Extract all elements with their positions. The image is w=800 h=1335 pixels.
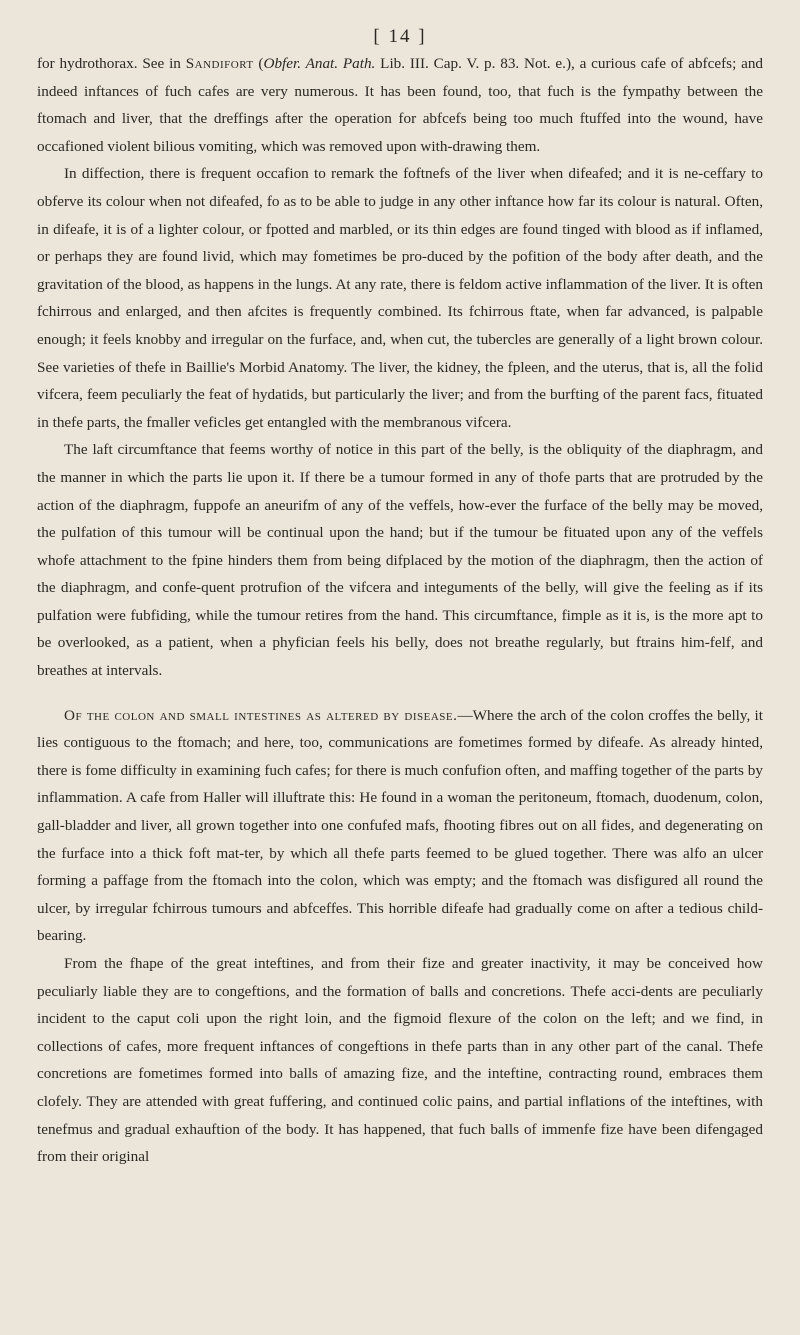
body-text [37, 50, 763, 1171]
paragraph-hydrothorax: for hydrothorax. See in Sandifort (Obfer. Anat. Path. Lib. III. Cap. V. p. 83. Not. e.), a curious cafe of abfcefs; and indeed inftances of fuch cafes are very numerous. It has been found, too, that fuch is the fympathy between the ftomach and liver, that the dreffings after the operation for abfcefs being too much ftuffed into the wound, have occafioned violent bilious vomiting, which was removed upon with-drawing them. [37, 55, 764, 155]
paragraph-colon: Of the colon and small intestines as altered by disease.—Where the arch of the colon croffes the belly, it lies contiguous to the ftomach; and here, too, communications are fometimes formed by difeafe. As already hinted, there is fome difficulty in examining fuch cafes; for there is much confufion often, and maffing together of the parts by inflammation. A cafe from Haller will illuftrate this: He found in a woman the peritoneum, ftomach, duodenum, colon, gall-bladder and liver, all grown together into one confufed mafs, fhooting fibres out on all fides, and degenerating on the furface into a thick foft mat-ter, by which all thefe parts feemed to be glued together. There was alfo an ulcer forming a paffage from the ftomach into the colon, which was empty; and the ftomach was disfigured all round the ulcer, by irregular fchirrous tumours and abfceffes. This horrible difeafe had gradually come on after a tedious child-bearing. [37, 706, 763, 945]
paragraph-liver-dissection: In diffection, there is frequent occafion to remark the foftnefs of the liver when difeafed; and it is ne-ceffary to obferve its colour when not difeafed, fo as to be able to judge in any other inftance how far its colour is natural. Often, in difeafe, it is of a lighter colour, or fpotted and marbled, or its thin edges are found tinged with blood as if inflamed, or perhaps they are found livid, which may fometimes be pro-duced by the pofition of the body after death, and the gravitation of the blood, as happens in the lungs. At any rate, there is feldom active inflammation of the liver. It is often fchirrous and enlarged, and then afcites is frequently combined. Its fchirrous ftate, when far advanced, is palpable enough; it feels knobby and irregular on the furface, and, when cut, the tubercles are generally of a light brown colour. See varieties of thefe in Baillie's Morbid Anatomy. The liver, the kidney, the fpleen, and the uterus, that is, all the folid vifcera, feem peculiarly the feat of hydatids, but particularly the liver; and from the burfting of the parent facs, fituated in thefe parts, the fmaller veficles get entangled with the membranous vifcera. [37, 165, 763, 431]
section-heading: Of the colon and small intestines as altered by disease. [64, 706, 458, 724]
author-name: Sandifort [185, 55, 254, 72]
paragraph-diaphragm: The laft circumftance that feems worthy of notice in this part of the belly, is the obliquity of the diaphragm, and the manner in which the parts lie upon it. If there be a tumour formed in any of thofe parts that are protruded by the action of the diaphragm, fuppofe an aneurifm of any of the veffels, how-ever the furface of the belly may be moved, the pulfation of this tumour will be continual upon the hand; but if the tumour be fituated upon any of the veffels whofe attachment to the fpine hinders them from being difplaced by the motion of the diaphragm, then the action of the diaphragm, and confe-quent protrufion of the vifcera and integuments of the belly, will give the feeling as if its pulfation were fubfiding, while the tumour retires from the hand. This circumftance, fimple as it is, is the more apt to be overlooked, as a patient, when a phyfician feels his belly, does not breathe regularly, but ftrains him-felf, and breathes at intervals. [37, 441, 763, 680]
paragraph-intestines: From the fhape of the great inteftines, and from their fize and greater inactivity, it may be conceived how peculiarly liable they are to congeftions, and the formation of balls and concretions. Thefe acci-dents are peculiarly incident to the caput coli upon the right loin, and the figmoid flexure of the colon on the left; and we find, in collections of cafes, more frequent inftances of congeftions in thefe parts than in any other part of the canal. Thefe concretions are fometimes formed into balls of amazing fize, and the inteftine, contracting round, embraces them clofely. They are attended with great fuffering, and continued colic pains, and partial inflations of the inteftines, with tenefmus and gradual exhauftion of the body. It has happened, that fuch balls of immenfe fize have been difengaged from their original [37, 955, 763, 1166]
citation-title: Obfer. Anat. Path. [263, 55, 376, 72]
page-number: [ 14 ] [373, 26, 427, 47]
